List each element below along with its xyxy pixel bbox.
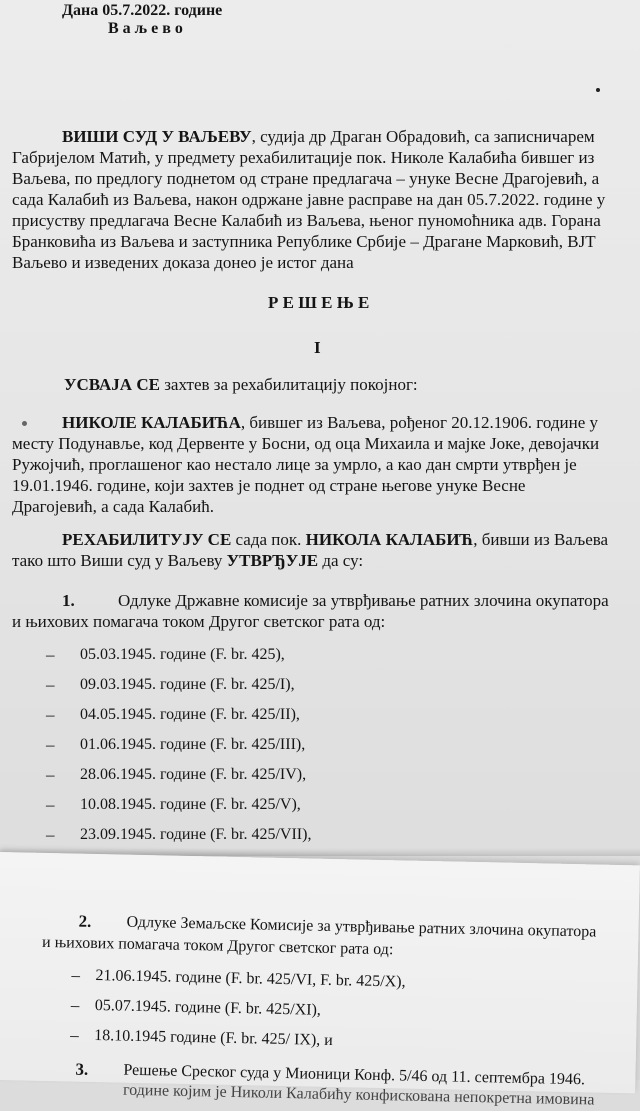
person-line-4: 19.01.1946. године, који захтев је поднет од стране његове унуке Весне — [12, 476, 526, 495]
intro-line-5: присуству предлагача Весне Калабић из Ваљева, њеног пуномоћника адв. Горана — [12, 211, 601, 230]
item-1-number: 1. — [62, 591, 75, 610]
item-3-line-1: Решење Среског суда у Мионици Конф. 5/46 од 11. септембра 1946. — [123, 1061, 586, 1089]
accept-line — [64, 375, 418, 395]
person-name: НИКОЛЕ КАЛАБИЋА — [62, 413, 241, 432]
rehab-line-1 — [62, 530, 608, 550]
list-item: 05.03.1945. године (F. br. 425), — [80, 646, 285, 663]
item-2-line-1: Одлуке Земаљске Комисије за утврђивање ратних злочина окупатора — [126, 913, 597, 941]
intro-line-3: Ваљева, по предлогу поднетом од стране предлагача – унуке Весне Драгојевић, а — [12, 169, 600, 188]
person-line-5: Драгојевић, а сада Калабић. — [12, 497, 214, 516]
list-dash: – — [46, 765, 55, 784]
list-dash: – — [46, 795, 55, 814]
rehab-line-2-start: тако што Виши суд у Ваљеву — [12, 551, 227, 570]
item-1-line-1: Одлуке Државне комисије за утврђивање ратних злочина окупатора — [118, 591, 609, 610]
court-name: ВИШИ СУД У ВАЉЕВУ — [62, 127, 252, 146]
list-dash: – — [71, 965, 81, 985]
rehab-name: НИКОЛА КАЛАБИЋ — [305, 530, 474, 549]
establishes-keyword: УТВРЂУЈЕ — [226, 551, 319, 570]
accept-keyword: УСВАЈА СЕ — [64, 375, 160, 394]
bullet-mark — [22, 421, 27, 426]
list-item: 10.08.1945. године (F. br. 425/V), — [80, 796, 301, 813]
intro-line-7: Ваљево и изведених доказа донео је истог дана — [12, 253, 354, 272]
item-3-number: 3. — [75, 1059, 89, 1079]
item-2-line-2: и њихових помагача током Другог светског рата од: — [41, 933, 394, 959]
list-item: 23.09.1945. године (F. br. 425/VII), — [80, 826, 312, 843]
list-dash: – — [46, 705, 55, 724]
list-dash: – — [70, 995, 80, 1015]
person-line-2: месту Подунавље, код Дервенте у Босни, од оца Михаила и мајке Јоке, девојачки — [12, 434, 600, 453]
place-line: В а љ е в о — [108, 20, 183, 37]
list-dash: – — [46, 645, 55, 664]
list-item: 01.06.1945. године (F. br. 425/III), — [80, 736, 306, 753]
document-title: Р Е Ш Е Њ Е — [268, 293, 370, 312]
person-line-1 — [62, 413, 598, 433]
list-item: 28.06.1945. године (F. br. 425/IV), — [80, 766, 307, 783]
intro-line-2: Габријелом Матић, у предмету рехабилитације пок. Николе Калабића бившег из — [12, 148, 595, 167]
list-dash: – — [46, 825, 55, 844]
date-line: Дана 05.7.2022. године — [62, 2, 223, 19]
rehab-rest: , бивши из Ваљева — [473, 530, 609, 549]
section-numeral: I — [314, 338, 321, 357]
list-dash: – — [46, 675, 55, 694]
rehab-line-2 — [12, 551, 363, 571]
list-item: 18.10.1945 године (F. br. 425/ IX), и — [93, 1027, 333, 1050]
rehab-mid: сада пок. — [231, 530, 306, 549]
intro-line-1 — [62, 127, 595, 147]
rehab-keyword: РЕХАБИЛИТУЈУ СЕ — [62, 530, 232, 549]
list-item: 05.07.1945. године (F. br. 425/XI), — [94, 997, 322, 1019]
scan-speck — [596, 88, 600, 92]
person-line-3: Ружојчић, проглашеног као нестало лице за умрло, а као дан смрти утврђен је — [12, 455, 577, 474]
list-item: 09.03.1945. године (F. br. 425/I), — [80, 676, 295, 693]
second-sheet — [0, 852, 640, 1109]
list-item: 04.05.1945. године (F. br. 425/II), — [80, 706, 300, 723]
item-1-line-2: и њихових помагача током Другог светског рата од: — [12, 612, 386, 631]
item-2-number: 2. — [78, 911, 92, 931]
accept-rest: захтев за рехабилитацију покојног: — [159, 375, 418, 394]
list-item: 21.06.1945. године (F. br. 425/VI, F. br. 425/X), — [95, 967, 406, 991]
intro-line-4: сада Калабић из Ваљева, након одржане јавне расправе на дан 05.7.2022. године у — [12, 190, 606, 209]
item-3-line-2: године којим је Николи Калабићу конфискована непокретна имовина — [122, 1081, 595, 1109]
intro-line-6: Бранковића из Ваљева и заступника Републике Србије – Драгане Марковић, ВЈТ — [12, 232, 596, 251]
person-line-1-rest: , бившег из Ваљева, рођеног 20.12.1906. године у — [240, 413, 598, 432]
rehab-line-2-end: да су: — [318, 551, 364, 570]
intro-line-1-rest: , судија др Драган Обрадовић, са записничарем — [251, 127, 595, 146]
list-dash: – — [69, 1025, 79, 1045]
list-dash: – — [46, 735, 55, 754]
